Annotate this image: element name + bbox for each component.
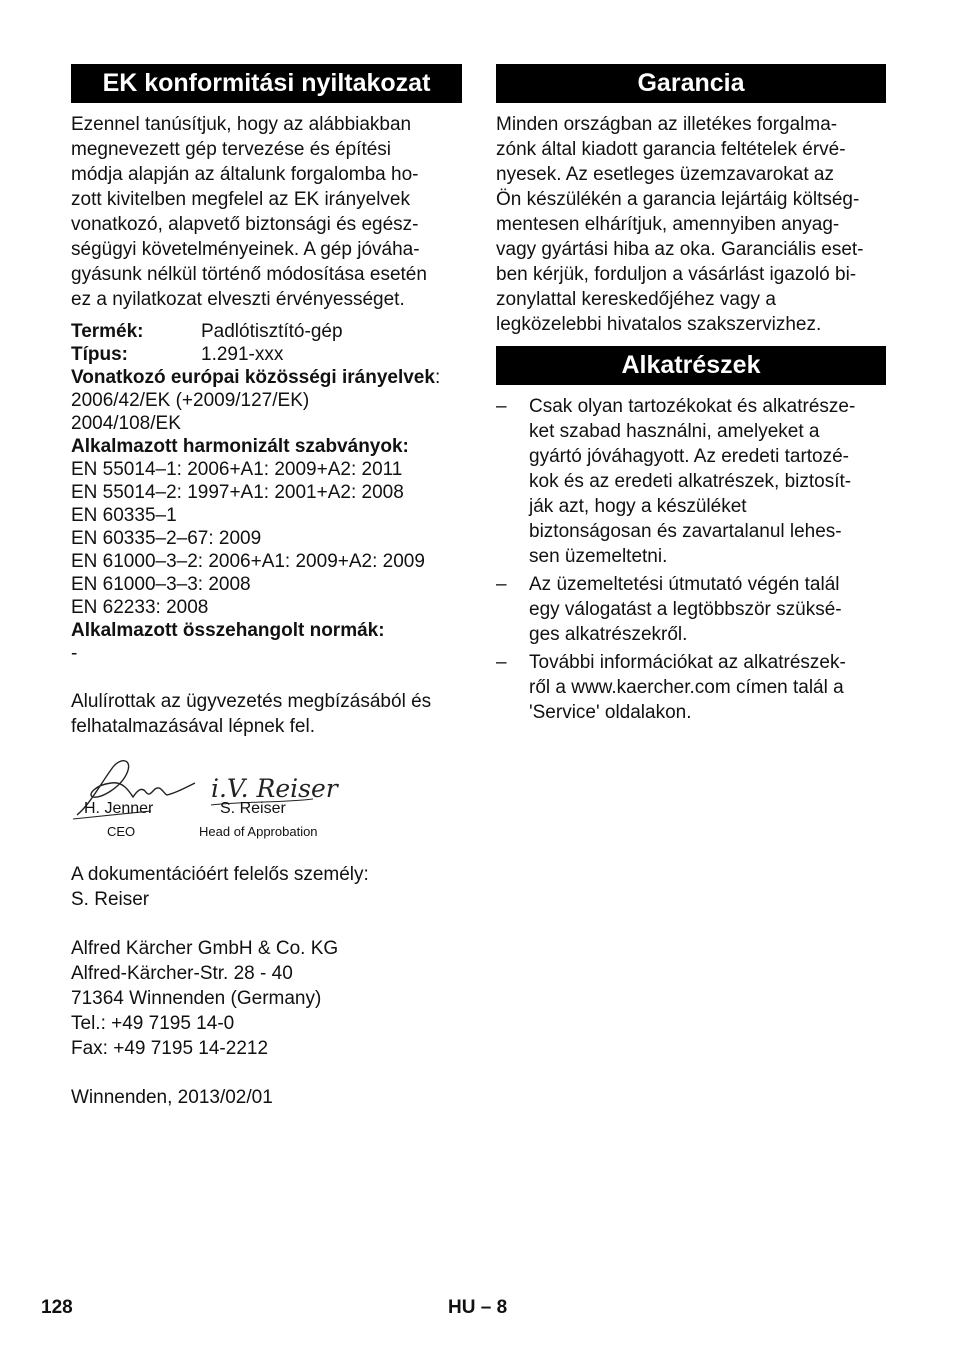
address-line: 71364 Winnenden (Germany) <box>71 988 322 1009</box>
list-item <box>496 394 886 569</box>
list-line: ket szabad használni, amelyeket a <box>529 421 820 442</box>
place-date: Winnenden, 2013/02/01 <box>71 1087 273 1108</box>
warranty-line: vagy gyártási hiba az oka. Garanciális eset- <box>496 239 864 260</box>
standard-item: EN 62233: 2008 <box>71 597 209 618</box>
list-line: gyártó jóváhagyott. Az eredeti tartozé- <box>529 446 850 467</box>
section-label: HU – 8 <box>448 1297 508 1318</box>
intro-line: módja alapján az általunk forgalomba ho- <box>71 164 419 185</box>
address-line: Fax: +49 7195 14-2212 <box>71 1038 269 1059</box>
standard-item: EN 55014–1: 2006+A1: 2009+A2: 2011 <box>71 459 403 480</box>
directives-heading <box>71 366 462 389</box>
list-line: További információkat az alkatrészek- <box>529 652 846 673</box>
signer-1-role: CEO <box>107 824 136 839</box>
directive-item: 2006/42/EK (+2009/127/EK) <box>71 390 310 411</box>
spec-block <box>71 320 462 665</box>
warranty-line: zonylattal kereskedőjéhez vagy a <box>496 289 776 310</box>
page-number: 128 <box>41 1297 73 1318</box>
signer-2-role: Head of Approbation <box>199 824 318 839</box>
signature-block <box>71 753 462 849</box>
type-label: Típus: <box>71 344 128 365</box>
list-line: kok és az eredeti alkatrészek, biztosít- <box>529 471 852 492</box>
intro-line: Ezennel tanúsítjuk, hogy az alábbiakban <box>71 114 412 135</box>
signature-reiser-handwriting: i.V. Reiser <box>211 774 338 803</box>
dash-marker: – <box>496 574 507 595</box>
type-value: 1.291-xxx <box>201 344 284 365</box>
directives-colon: : <box>434 367 441 388</box>
list-line: biztonságosan és zavartalanul lehes- <box>529 521 842 542</box>
warranty-line: Ön készülékén a garancia lejártáig költség- <box>496 189 860 210</box>
spacer <box>71 912 462 936</box>
warranty-line: legközelebbi hivatalos szakszervizhez. <box>496 314 822 335</box>
conformity-intro <box>71 112 462 312</box>
product-row <box>71 320 462 343</box>
address-block <box>71 936 462 1061</box>
list-line: Csak olyan tartozékokat és alkatrésze- <box>529 396 856 417</box>
warranty-heading: Garancia <box>496 64 886 103</box>
conformity-column <box>71 64 462 1110</box>
warranty-line: zónk által kiadott garancia feltételek érvé- <box>496 139 846 160</box>
address-line: Tel.: +49 7195 14-0 <box>71 1013 235 1034</box>
intro-line: ségügyi követelményeinek. A gép jóváha- <box>71 239 420 260</box>
list-line: Az üzemeltetési útmutató végén talál <box>529 574 840 595</box>
warranty-line: Minden országban az illetékes forgalma- <box>496 114 838 135</box>
signatories-text <box>71 689 462 739</box>
list-item <box>496 572 886 647</box>
spacer <box>71 1061 462 1085</box>
warranty-text <box>496 112 886 337</box>
type-row <box>71 343 462 366</box>
standard-item: EN 55014–2: 1997+A1: 2001+A2: 2008 <box>71 482 404 503</box>
standards-label: Alkalmazott harmonizált szabványok: <box>71 436 409 457</box>
product-label: Termék: <box>71 321 144 342</box>
standard-item: EN 60335–1 <box>71 505 177 526</box>
address-line: Alfred Kärcher GmbH & Co. KG <box>71 938 339 959</box>
intro-line: gyásunk nélkül történő módosítása esetén <box>71 264 427 285</box>
warranty-line: mentesen elhárítjuk, amennyiben anyag- <box>496 214 840 235</box>
standard-item: EN 60335–2–67: 2009 <box>71 528 262 549</box>
intro-line: megnevezett gép tervezése és építési <box>71 139 392 160</box>
list-line: ják azt, hogy a készüléket <box>529 496 747 517</box>
list-line: egy válogatást a legtöbbször szüksé- <box>529 599 842 620</box>
conformity-heading: EK konformitási nyiltakozat <box>71 64 462 103</box>
documentation-block <box>71 862 462 912</box>
dash-marker: – <box>496 396 507 417</box>
standard-item: EN 61000–3–2: 2006+A1: 2009+A2: 2009 <box>71 551 425 572</box>
list-line: 'Service' oldalakon. <box>529 702 692 723</box>
intro-line: vonatkozó, alapvető biztonsági és egész- <box>71 214 419 235</box>
list-line: ges alkatrészekről. <box>529 624 688 645</box>
warranty-line: nyesek. Az esetleges üzemzavarokat az <box>496 164 834 185</box>
warranty-column <box>496 64 886 728</box>
warranty-line: ben kérjük, forduljon a vásárlást igazoló bi- <box>496 264 857 285</box>
norms-value: - <box>71 643 78 664</box>
dash-marker: – <box>496 652 507 673</box>
signatories-line: felhatalmazásával lépnek fel. <box>71 716 315 737</box>
product-value: Padlótisztító-gép <box>201 321 343 342</box>
parts-heading: Alkatrészek <box>496 346 886 385</box>
documentation-person: S. Reiser <box>71 889 150 910</box>
directives-label: Vonatkozó európai közösségi irányelvek <box>71 367 435 388</box>
spacer <box>71 665 462 689</box>
address-line: Alfred-Kärcher-Str. 28 - 40 <box>71 963 293 984</box>
documentation-label: A dokumentációért felelős személy: <box>71 864 369 885</box>
list-line: ről a www.kaercher.com címen talál a <box>529 677 844 698</box>
directive-item: 2004/108/EK <box>71 413 181 434</box>
parts-list <box>496 394 886 725</box>
signatories-line: Alulírottak az ügyvezetés megbízásából és <box>71 691 432 712</box>
intro-line: zott kivitelben megfelel az EK irányelvek <box>71 189 410 210</box>
signer-2-name: S. Reiser <box>220 800 286 817</box>
norms-label: Alkalmazott összehangolt normák: <box>71 620 385 641</box>
list-item <box>496 650 886 725</box>
signer-1-name: H. Jenner <box>84 800 154 817</box>
list-line: sen üzemeltetni. <box>529 546 668 567</box>
standard-item: EN 61000–3–3: 2008 <box>71 574 251 595</box>
intro-line: ez a nyilatkozat elveszti érvényességet. <box>71 289 405 310</box>
